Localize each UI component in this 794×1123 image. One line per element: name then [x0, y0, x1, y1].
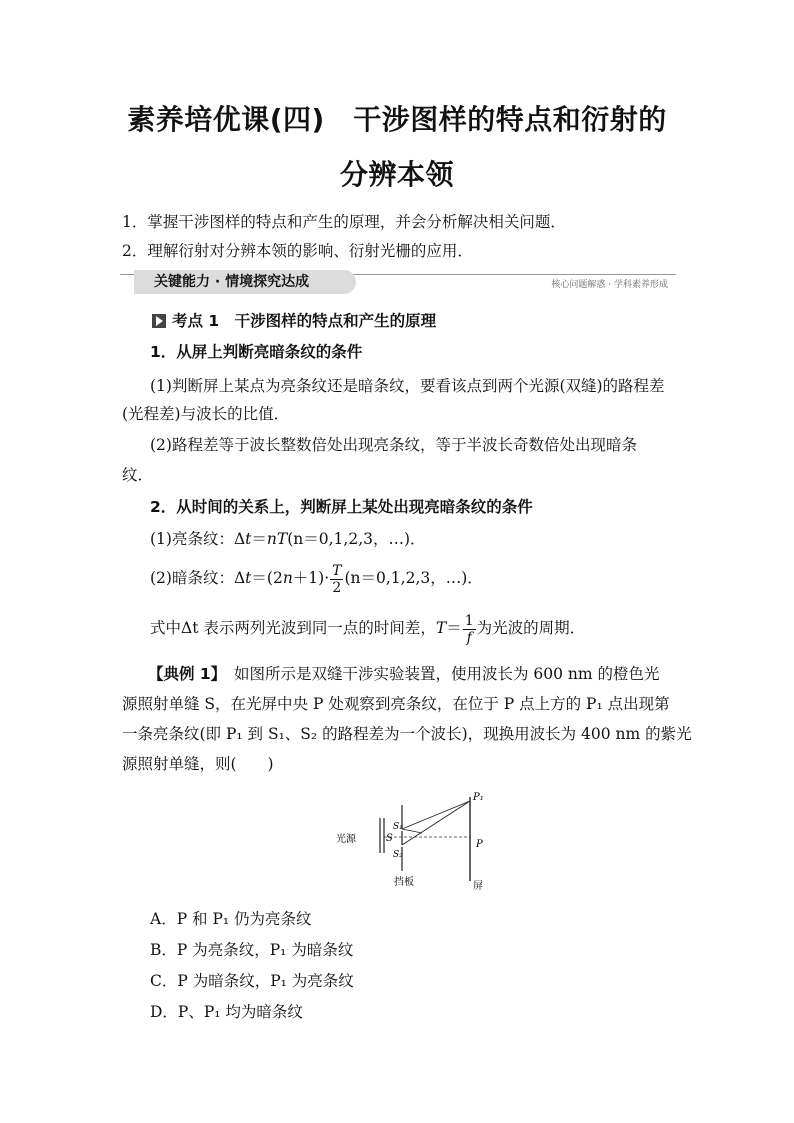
dark-rest: (n＝0,1,2,3，…)．: [344, 569, 483, 587]
period-explanation: 式中Δt 表示两列光波到同一点的时间差，T＝ $\frac{1}{f}$ 为光波的周期．: [150, 612, 586, 646]
point1-para2-line2: 纹．: [122, 466, 154, 484]
goal-2: 2．理解衍射对分辨本领的影响、衍射光栅的应用．: [122, 242, 473, 260]
dark-condition: (2)暗条纹：Δt＝(2n＋1)· $\frac{T}{2}$ (n＝0,1,2,3，…)．: [150, 562, 483, 596]
page-title-line-1: 素养培优课(四) 干涉图样的特点和衍射的: [127, 103, 667, 136]
bright-condition: (1)亮条纹：Δt＝nT(n＝0,1,2,3，…)．: [150, 530, 426, 548]
point1-para1-line2: (光程差)与波长的比值．: [122, 405, 290, 423]
label-S2: S₂: [393, 850, 403, 860]
example-line-4: 源照射单缝，则( ): [122, 755, 274, 773]
section-heading: [152, 311, 712, 331]
point1-para1-line1: (1)判断屏上某点为亮条纹还是暗条纹，要看该点到两个光源(双缝)的路程差: [150, 377, 665, 395]
goal-1: 1．掌握干涉图样的特点和产生的原理，并会分析解决相关问题．: [122, 213, 566, 231]
label-P1: P₁: [473, 792, 484, 803]
play-triangle-icon: [152, 314, 166, 328]
bright-prefix: (1)亮条纹：Δ: [150, 530, 246, 548]
label-S1: S₁: [393, 822, 403, 832]
ray-s2-p1: [402, 801, 470, 845]
option-a: A．P 和 P₁ 仍为亮条纹: [150, 910, 312, 928]
example-line-2: 源照射单缝 S，在光屏中央 P 处观察到亮条纹，在位于 P 点上方的 P₁ 点出现第: [122, 695, 670, 713]
explain-b: 为光波的周期．: [476, 619, 586, 637]
bright-rest: (n＝0,1,2,3，…)．: [287, 530, 426, 548]
label-S: S: [386, 833, 393, 844]
fraction-1-over-f: $\frac{1}{f}$: [464, 612, 474, 646]
example-text-1: 如图所示是双缝干涉实验装置，使用波长为 600 nm 的橙色光: [233, 665, 660, 683]
example-tag: 【典例 1】: [148, 665, 219, 683]
banner-subtitle: 核心问题解惑 · 学科素养形成: [551, 280, 668, 290]
section-heading-text: 考点 1 干涉图样的特点和产生的原理: [172, 312, 437, 330]
example-line-1: [148, 664, 708, 684]
label-light-source: 光源: [336, 834, 356, 845]
fraction-T-over-2: $\frac{T}{2}$: [332, 562, 342, 596]
banner-label: 关键能力 · 情境探究达成: [134, 270, 356, 294]
page-title-line-2: 分辨本领: [339, 158, 454, 191]
option-d: D．P、P₁ 均为暗条纹: [150, 1003, 303, 1021]
section-banner: [120, 268, 676, 298]
option-b: B．P 为亮条纹，P₁ 为暗条纹: [150, 941, 354, 959]
label-P: P: [476, 839, 483, 850]
label-screen: 屏: [473, 881, 483, 892]
path-marker: [402, 829, 422, 833]
explain-a: 式中Δt 表示两列光波到同一点的时间差，: [150, 619, 436, 637]
point2-heading: 2．从时间的关系上，判断屏上某处出现亮暗条纹的条件: [150, 498, 533, 516]
label-baffle: 挡板: [394, 877, 414, 888]
double-slit-figure: [330, 785, 500, 895]
point1-para2-line1: (2)路程差等于波长整数倍处出现亮条纹，等于半波长奇数倍处出现暗条: [150, 436, 637, 454]
ray-s1-p1: [402, 801, 470, 829]
dark-prefix: (2)暗条纹：Δ: [150, 569, 246, 587]
option-c: C．P 为暗条纹，P₁ 为亮条纹: [150, 972, 354, 990]
point1-heading: 1．从屏上判断亮暗条纹的条件: [150, 343, 363, 361]
example-line-3: 一条亮条纹(即 P₁ 到 S₁、S₂ 的路程差为一个波长)，现换用波长为 400 nm 的紫光: [122, 725, 692, 743]
